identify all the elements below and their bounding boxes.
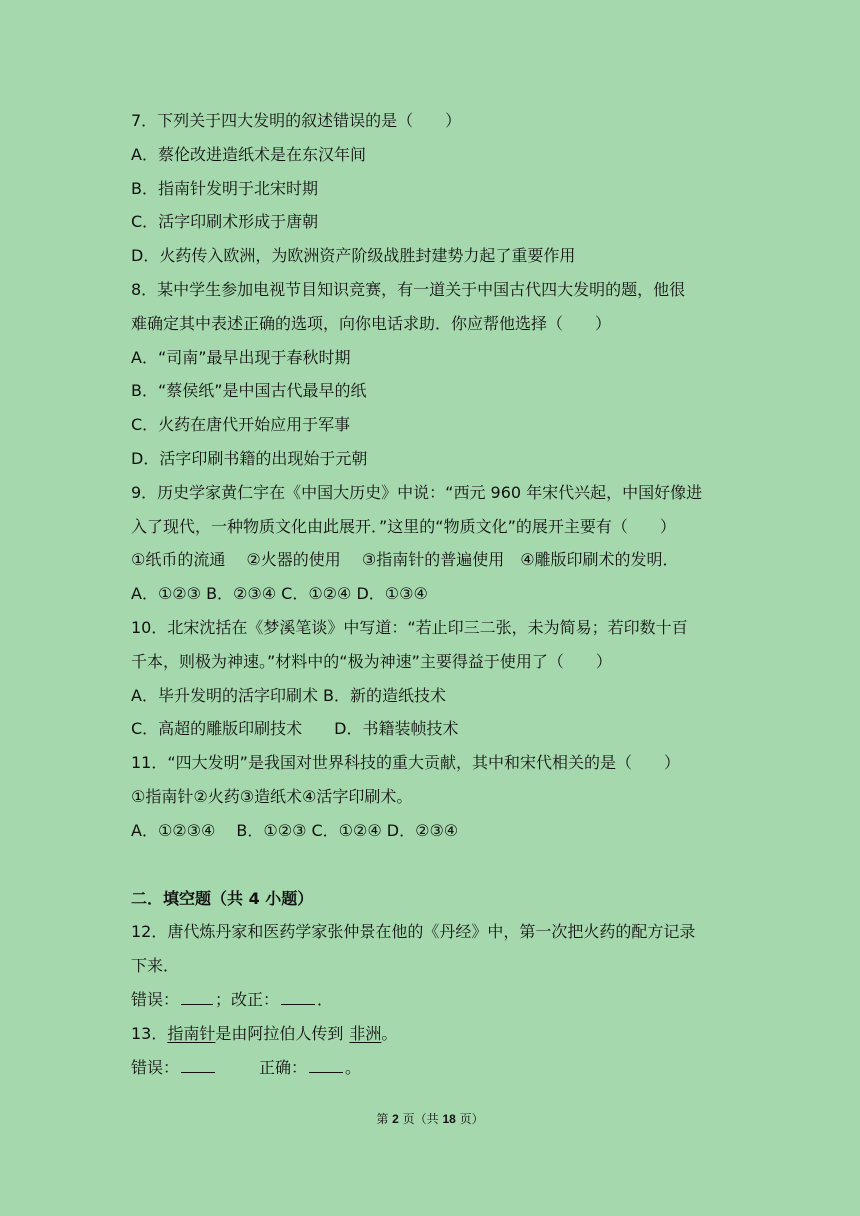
stem-middle: 是由阿拉伯人传到 (215, 1023, 344, 1043)
option-a: A．“司南”最早出现于春秋时期 (131, 347, 351, 367)
option-c: C．火药在唐代开始应用于军事 (131, 415, 351, 435)
option-d: D．火药传入欧洲，为欧洲资产阶级战胜封建势力起了重要作用 (131, 246, 576, 266)
question-12 (131, 915, 751, 1016)
question-stem: 7．下列关于四大发明的叙述错误的是（ ） (131, 111, 462, 130)
question-10 (131, 611, 751, 746)
option-b: B．指南针发明于北宋时期 (131, 178, 318, 198)
page-number: 2 (392, 1112, 399, 1126)
option-d: D．活字印刷书籍的出现始于元朝 (131, 448, 368, 468)
error-label: 错误： (131, 1057, 180, 1077)
footer-pre: 第 (376, 1112, 393, 1126)
page-footer (0, 1110, 860, 1127)
correct-label: 正确： (259, 1057, 308, 1077)
item-list: ①指南针②火药③造纸术④活字印刷术。 (131, 786, 413, 806)
question-7 (131, 104, 751, 273)
correct-blank[interactable] (309, 1058, 343, 1073)
line-end: ． (317, 989, 334, 1009)
options-row-cd: C．高超的雕版印刷技术 D．书籍装帧技术 (131, 719, 459, 739)
section-gap (131, 848, 751, 882)
section-heading: 二．填空题（共 4 小题） (131, 888, 314, 908)
question-11 (131, 746, 751, 847)
error-blank[interactable] (181, 1058, 215, 1073)
option-b: B．“蔡侯纸”是中国古代最早的纸 (131, 381, 367, 401)
option-c: C．活字印刷术形成于唐朝 (131, 212, 319, 232)
question-stem: 9．历史学家黄仁宇在《中国大历史》中说：“西元 960 年宋代兴起，中国好像进 (131, 482, 703, 502)
underlined-term: 指南针 (167, 1023, 216, 1043)
question-stem: 10．北宋沈括在《梦溪笔谈》中写道：“若止印三二张，未为简易；若印数十百 (131, 617, 688, 637)
question-stem-cont: 下来． (131, 956, 180, 976)
correction-blank[interactable] (281, 990, 315, 1005)
question-stem: 11．“四大发明”是我国对世界科技的重大贡献，其中和宋代相关的是（ ） (131, 753, 680, 773)
options-row: A．①②③④ B．①②③ C．①②④ D．②③④ (131, 820, 459, 840)
answer-line (131, 983, 751, 1017)
options-row: A．①②③ B．②③④ C．①②④ D．①③④ (131, 584, 428, 604)
question-9 (131, 476, 751, 611)
question-8 (131, 273, 751, 476)
underlined-term: 非洲 (349, 1023, 382, 1043)
total-pages: 18 (442, 1112, 456, 1126)
answer-line (131, 1051, 751, 1085)
option-a: A．蔡伦改进造纸术是在东汉年间 (131, 144, 366, 164)
line-end: 。 (345, 1057, 362, 1077)
error-label: 错误： (131, 989, 180, 1009)
question-stem (131, 1017, 751, 1051)
question-number: 13． (131, 1023, 168, 1043)
footer-post: 页） (455, 1112, 484, 1126)
question-stem-cont: 入了现代，一种物质文化由此展开．”这里的“物质文化”的展开主要有（ ） (131, 516, 676, 536)
item-list: ①纸币的流通 ②火器的使用 ③指南针的普遍使用 ④雕版印刷术的发明． (131, 550, 679, 570)
question-content (131, 104, 751, 1084)
correction-label: ；改正： (215, 989, 280, 1009)
question-13 (131, 1017, 751, 1085)
footer-mid: 页（共 (398, 1112, 443, 1126)
question-stem-cont: 难确定其中表述正确的选项，向你电话求助．你应帮他选择（ ） (131, 313, 612, 333)
options-row-ab: A．毕升发明的活字印刷术 B．新的造纸技术 (131, 685, 447, 705)
error-blank[interactable] (181, 990, 213, 1005)
stem-end: 。 (381, 1023, 398, 1043)
question-stem: 12．唐代炼丹家和医药学家张仲景在他的《丹经》中，第一次把火药的配方记录 (131, 922, 696, 942)
question-stem-cont: 千本，则极为神速。”材料中的“极为神速”主要得益于使用了（ ） (131, 651, 612, 671)
question-stem: 8．某中学生参加电视节目知识竞赛，有一道关于中国古代四大发明的题，他很 (131, 279, 686, 299)
